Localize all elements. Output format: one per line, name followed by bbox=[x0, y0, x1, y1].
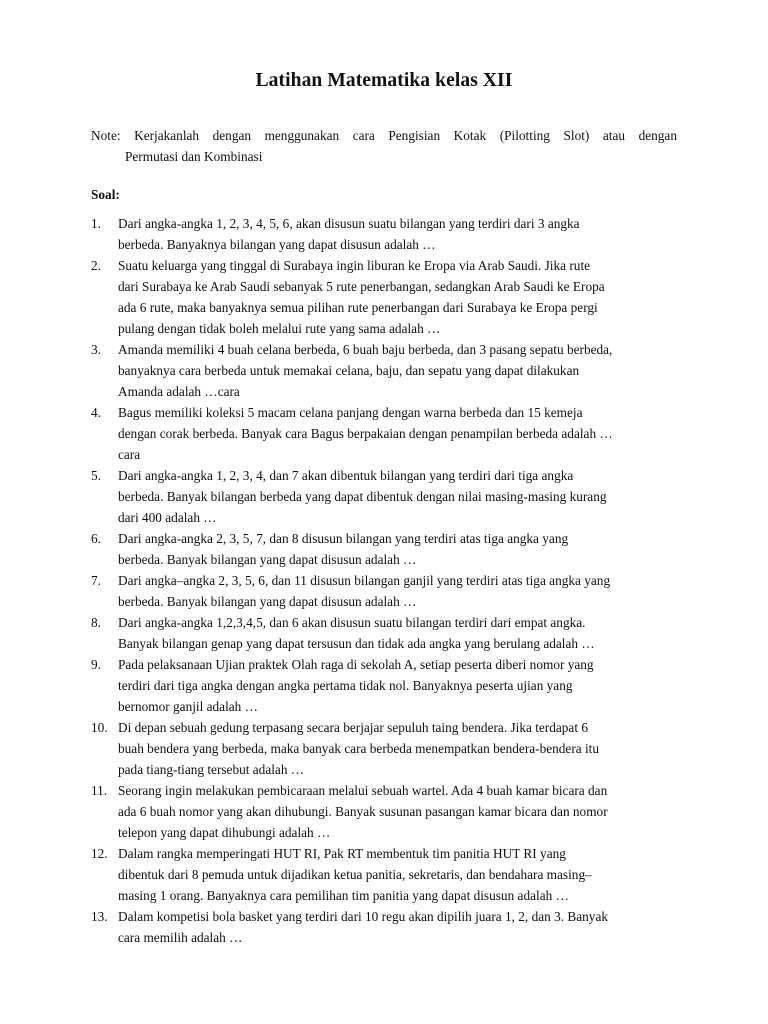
question-text-line: pada tiang-tiang tersebut adalah … bbox=[118, 762, 305, 777]
question-text-line: ada 6 buah nomor yang akan dihubungi. Banyak susunan pasangan kamar bicara dan nomor bbox=[118, 804, 608, 819]
question-text-line: cara memilih adalah … bbox=[118, 930, 243, 945]
question-item bbox=[91, 570, 691, 612]
question-text-line: Amanda adalah …cara bbox=[118, 384, 240, 399]
question-text-line: telepon yang dapat dihubungi adalah … bbox=[118, 825, 331, 840]
question-number: 12. bbox=[91, 846, 108, 861]
question-list bbox=[91, 213, 691, 948]
question-item bbox=[91, 843, 691, 906]
question-text-line: Dalam kompetisi bola basket yang terdiri dari 10 regu akan dipilih juara 1, 2, dan 3. Banyak bbox=[118, 909, 609, 924]
question-text-line: berbeda. Banyak bilangan yang dapat disusun adalah … bbox=[118, 594, 417, 609]
question-item bbox=[91, 213, 691, 255]
question-text-line: dengan corak berbeda. Banyak cara Bagus berpakaian dengan penampilan berbeda adalah … bbox=[118, 426, 613, 441]
soal-heading: Soal: bbox=[91, 187, 120, 202]
question-number: 3. bbox=[91, 342, 101, 357]
question-text-line: Seorang ingin melakukan pembicaraan melalui sebuah wartel. Ada 4 buah kamar bicara dan bbox=[118, 783, 608, 798]
question-number: 5. bbox=[91, 468, 101, 483]
question-text-line: Suatu keluarga yang tinggal di Surabaya ingin liburan ke Eropa via Arab Saudi. Jika rute bbox=[118, 258, 591, 273]
question-text-line: Banyak bilangan genap yang dapat tersusun dan tidak ada angka yang berulang adalah … bbox=[118, 636, 595, 651]
question-text-line: Pada pelaksanaan Ujian praktek Olah raga di sekolah A, setiap peserta diberi nomor yang bbox=[118, 657, 594, 672]
question-text-line: cara bbox=[118, 447, 141, 462]
question-text-line: Amanda memiliki 4 buah celana berbeda, 6 buah baju berbeda, dan 3 pasang sepatu berbeda, bbox=[118, 342, 613, 357]
question-item bbox=[91, 465, 691, 528]
question-item bbox=[91, 906, 691, 948]
question-text-line: Dari angka-angka 1, 2, 3, 4, dan 7 akan dibentuk bilangan yang terdiri dari tiga angka bbox=[118, 468, 574, 483]
question-number: 2. bbox=[91, 258, 101, 273]
question-number: 11. bbox=[91, 783, 108, 798]
question-text-line: masing 1 orang. Banyaknya cara pemilihan tim panitia yang dapat disusun adalah … bbox=[118, 888, 569, 903]
question-text-line: dari 400 adalah … bbox=[118, 510, 217, 525]
question-number: 4. bbox=[91, 405, 101, 420]
note-line-2: Permutasi dan Kombinasi bbox=[125, 149, 263, 164]
question-item bbox=[91, 255, 691, 339]
note-line-1 bbox=[91, 125, 677, 146]
question-text-line: Dari angka-angka 2, 3, 5, 7, dan 8 disusun bilangan yang terdiri atas tiga angka yang bbox=[118, 531, 569, 546]
page-title: Latihan Matematika kelas XII bbox=[255, 70, 513, 91]
question-number: 13. bbox=[91, 909, 108, 924]
question-text-line: Dalam rangka memperingati HUT RI, Pak RT membentuk tim panitia HUT RI yang bbox=[118, 846, 566, 861]
question-number: 10. bbox=[91, 720, 108, 735]
question-text-line: ada 6 rute, maka banyaknya semua pilihan rute penerbangan dari Surabaya ke Eropa pergi bbox=[118, 300, 598, 315]
question-text-line: dibentuk dari 8 pemuda untuk dijadikan ketua panitia, sekretaris, dan bendahara masing– bbox=[118, 867, 592, 882]
question-text-line: banyaknya cara berbeda untuk memakai celana, baju, dan sepatu yang dapat dilakukan bbox=[118, 363, 580, 378]
question-text-line: Dari angka-angka 1, 2, 3, 4, 5, 6, akan disusun suatu bilangan yang terdiri dari 3 angka bbox=[118, 216, 580, 231]
question-number: 6. bbox=[91, 531, 101, 546]
question-number: 8. bbox=[91, 615, 101, 630]
question-item bbox=[91, 612, 691, 654]
question-number: 1. bbox=[91, 216, 101, 231]
note-text-1: Note: Kerjakanlah dengan menggunakan cara Pengisian Kotak (Pilotting Slot) atau dengan bbox=[91, 128, 677, 143]
question-item bbox=[91, 339, 691, 402]
question-text-line: Di depan sebuah gedung terpasang secara berjajar sepuluh taing bendera. Jika terdapat 6 bbox=[118, 720, 589, 735]
question-number: 7. bbox=[91, 573, 101, 588]
question-text-line: bernomor ganjil adalah … bbox=[118, 699, 258, 714]
question-item bbox=[91, 402, 691, 465]
question-number: 9. bbox=[91, 657, 101, 672]
question-item bbox=[91, 528, 691, 570]
note-block bbox=[91, 125, 677, 167]
question-text-line: berbeda. Banyaknya bilangan yang dapat disusun adalah … bbox=[118, 237, 436, 252]
question-item bbox=[91, 780, 691, 843]
question-item bbox=[91, 654, 691, 717]
question-text-line: Bagus memiliki koleksi 5 macam celana panjang dengan warna berbeda dan 15 kemeja bbox=[118, 405, 583, 420]
question-text-line: buah bendera yang berbeda, maka banyak cara berbeda menempatkan bendera-bendera itu bbox=[118, 741, 600, 756]
question-text-line: pulang dengan tidak boleh melalui rute yang sama adalah … bbox=[118, 321, 441, 336]
question-text-line: Dari angka–angka 2, 3, 5, 6, dan 11 disusun bilangan ganjil yang terdiri atas tiga angka yang bbox=[118, 573, 611, 588]
question-text-line: berbeda. Banyak bilangan berbeda yang dapat dibentuk dengan nilai masing-masing kurang bbox=[118, 489, 607, 504]
question-text-line: dari Surabaya ke Arab Saudi sebanyak 5 rute penerbangan, sedangkan Arab Saudi ke Eropa bbox=[118, 279, 605, 294]
question-text-line: berbeda. Banyak bilangan yang dapat disusun adalah … bbox=[118, 552, 417, 567]
question-text-line: Dari angka-angka 1,2,3,4,5, dan 6 akan disusun suatu bilangan terdiri dari empat angka. bbox=[118, 615, 586, 630]
question-item bbox=[91, 717, 691, 780]
question-text-line: terdiri dari tiga angka dengan angka pertama tidak nol. Banyaknya peserta ujian yang bbox=[118, 678, 573, 693]
